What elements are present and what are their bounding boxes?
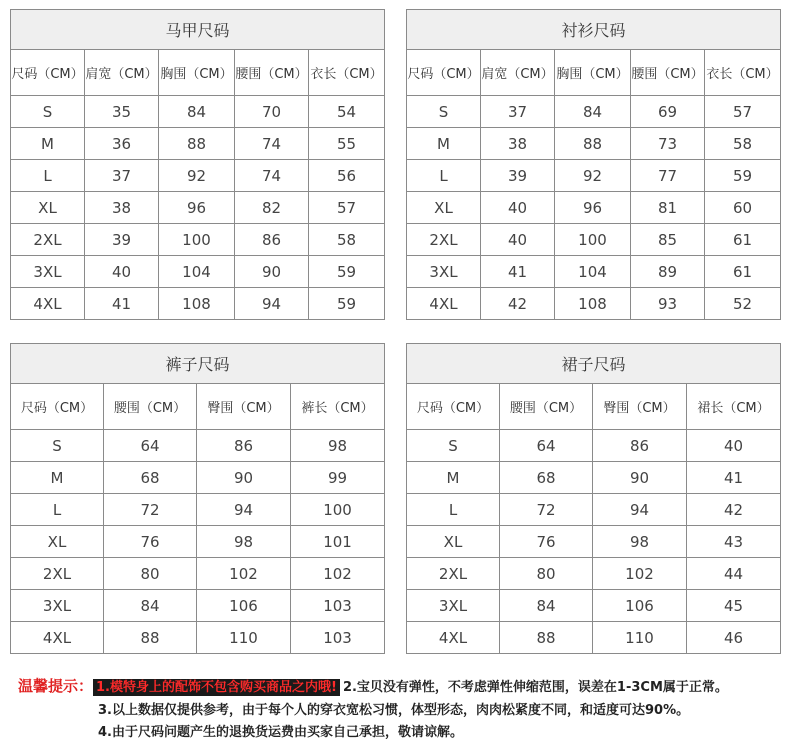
size-cell: 2XL bbox=[11, 224, 85, 256]
value-cell: 64 bbox=[500, 430, 593, 462]
value-cell: 39 bbox=[85, 224, 159, 256]
value-cell: 98 bbox=[291, 430, 385, 462]
value-cell: 110 bbox=[593, 622, 687, 654]
value-cell: 43 bbox=[687, 526, 781, 558]
size-cell: M bbox=[11, 462, 104, 494]
value-cell: 92 bbox=[555, 160, 631, 192]
value-cell: 86 bbox=[197, 430, 291, 462]
column-header: 尺码（CM） bbox=[407, 384, 500, 430]
table-title: 衬衫尺码 bbox=[407, 10, 781, 50]
value-cell: 93 bbox=[631, 288, 705, 320]
size-cell: XL bbox=[407, 192, 481, 224]
value-cell: 80 bbox=[104, 558, 197, 590]
accessory-warning: 1.模特身上的配饰不包含购买商品之内哦! bbox=[93, 679, 340, 696]
size-cell: 3XL bbox=[407, 256, 481, 288]
value-cell: 74 bbox=[235, 128, 309, 160]
value-cell: 94 bbox=[197, 494, 291, 526]
value-cell: 60 bbox=[705, 192, 781, 224]
value-cell: 89 bbox=[631, 256, 705, 288]
column-header: 腰围（CM） bbox=[500, 384, 593, 430]
size-cell: L bbox=[407, 160, 481, 192]
size-cell: S bbox=[407, 430, 500, 462]
table-row bbox=[407, 288, 781, 320]
value-cell: 44 bbox=[687, 558, 781, 590]
table-row bbox=[11, 128, 385, 160]
value-cell: 37 bbox=[85, 160, 159, 192]
value-cell: 57 bbox=[309, 192, 385, 224]
table-row bbox=[11, 526, 385, 558]
size-cell: M bbox=[407, 462, 500, 494]
value-cell: 61 bbox=[705, 224, 781, 256]
value-cell: 56 bbox=[309, 160, 385, 192]
table-row bbox=[11, 160, 385, 192]
size-cell: 4XL bbox=[407, 622, 500, 654]
value-cell: 76 bbox=[500, 526, 593, 558]
table-row bbox=[11, 558, 385, 590]
value-cell: 88 bbox=[500, 622, 593, 654]
value-cell: 84 bbox=[555, 96, 631, 128]
size-cell: 2XL bbox=[407, 558, 500, 590]
column-header: 尺码（CM） bbox=[11, 50, 85, 96]
value-cell: 81 bbox=[631, 192, 705, 224]
table-row bbox=[11, 430, 385, 462]
size-cell: L bbox=[11, 160, 85, 192]
value-cell: 38 bbox=[481, 128, 555, 160]
value-cell: 85 bbox=[631, 224, 705, 256]
value-cell: 35 bbox=[85, 96, 159, 128]
vest-size-table bbox=[10, 9, 385, 320]
skirt-size-table bbox=[406, 343, 781, 654]
value-cell: 88 bbox=[104, 622, 197, 654]
value-cell: 39 bbox=[481, 160, 555, 192]
size-cell: XL bbox=[11, 526, 104, 558]
value-cell: 90 bbox=[593, 462, 687, 494]
table-header-row bbox=[11, 50, 385, 96]
value-cell: 84 bbox=[104, 590, 197, 622]
value-cell: 59 bbox=[309, 256, 385, 288]
table-row bbox=[407, 494, 781, 526]
value-cell: 42 bbox=[687, 494, 781, 526]
value-cell: 98 bbox=[197, 526, 291, 558]
size-cell: 2XL bbox=[11, 558, 104, 590]
size-cell: XL bbox=[407, 526, 500, 558]
table-title: 裙子尺码 bbox=[407, 344, 781, 384]
prompt-label: 温馨提示： bbox=[18, 677, 94, 695]
column-header: 腰围（CM） bbox=[235, 50, 309, 96]
value-cell: 96 bbox=[159, 192, 235, 224]
note-elasticity: 2.宝贝没有弹性，不考虑弹性伸缩范围，误差在1-3CM属于正常。 bbox=[342, 680, 728, 695]
value-cell: 58 bbox=[309, 224, 385, 256]
size-cell: 3XL bbox=[11, 256, 85, 288]
table-row bbox=[407, 430, 781, 462]
table-title: 马甲尺码 bbox=[11, 10, 385, 50]
value-cell: 106 bbox=[593, 590, 687, 622]
value-cell: 94 bbox=[235, 288, 309, 320]
column-header: 衣长（CM） bbox=[309, 50, 385, 96]
size-cell: M bbox=[11, 128, 85, 160]
table-row bbox=[407, 526, 781, 558]
value-cell: 90 bbox=[197, 462, 291, 494]
table-header-row bbox=[11, 384, 385, 430]
table-row bbox=[407, 256, 781, 288]
value-cell: 52 bbox=[705, 288, 781, 320]
value-cell: 41 bbox=[85, 288, 159, 320]
value-cell: 41 bbox=[687, 462, 781, 494]
note-line-1 bbox=[18, 675, 728, 696]
size-cell: 4XL bbox=[407, 288, 481, 320]
note-line-2 bbox=[98, 699, 689, 718]
size-cell: S bbox=[11, 96, 85, 128]
table-row bbox=[407, 590, 781, 622]
value-cell: 92 bbox=[159, 160, 235, 192]
table-row bbox=[11, 256, 385, 288]
value-cell: 68 bbox=[500, 462, 593, 494]
table-header-row bbox=[407, 384, 781, 430]
value-cell: 45 bbox=[687, 590, 781, 622]
size-cell: L bbox=[11, 494, 104, 526]
value-cell: 54 bbox=[309, 96, 385, 128]
value-cell: 40 bbox=[481, 224, 555, 256]
value-cell: 41 bbox=[481, 256, 555, 288]
column-header: 腰围（CM） bbox=[631, 50, 705, 96]
value-cell: 59 bbox=[705, 160, 781, 192]
table-row bbox=[11, 224, 385, 256]
table-row bbox=[407, 558, 781, 590]
value-cell: 55 bbox=[309, 128, 385, 160]
value-cell: 98 bbox=[593, 526, 687, 558]
value-cell: 40 bbox=[687, 430, 781, 462]
value-cell: 76 bbox=[104, 526, 197, 558]
size-cell: 3XL bbox=[407, 590, 500, 622]
note-line-3 bbox=[98, 721, 463, 740]
value-cell: 68 bbox=[104, 462, 197, 494]
table-row bbox=[11, 192, 385, 224]
value-cell: 100 bbox=[555, 224, 631, 256]
size-cell: S bbox=[11, 430, 104, 462]
value-cell: 80 bbox=[500, 558, 593, 590]
value-cell: 88 bbox=[555, 128, 631, 160]
column-header: 裤长（CM） bbox=[291, 384, 385, 430]
value-cell: 46 bbox=[687, 622, 781, 654]
value-cell: 82 bbox=[235, 192, 309, 224]
size-cell: 4XL bbox=[11, 288, 85, 320]
pants-size-table bbox=[10, 343, 385, 654]
table-row bbox=[407, 192, 781, 224]
value-cell: 72 bbox=[104, 494, 197, 526]
size-cell: L bbox=[407, 494, 500, 526]
note-shipping: 4.由于尺码问题产生的退换货运费由买家自己承担，敬请谅解。 bbox=[98, 725, 463, 740]
value-cell: 72 bbox=[500, 494, 593, 526]
value-cell: 104 bbox=[555, 256, 631, 288]
column-header: 腰围（CM） bbox=[104, 384, 197, 430]
column-header: 裙长（CM） bbox=[687, 384, 781, 430]
value-cell: 73 bbox=[631, 128, 705, 160]
table-row bbox=[407, 224, 781, 256]
value-cell: 74 bbox=[235, 160, 309, 192]
value-cell: 108 bbox=[159, 288, 235, 320]
value-cell: 108 bbox=[555, 288, 631, 320]
value-cell: 70 bbox=[235, 96, 309, 128]
value-cell: 84 bbox=[159, 96, 235, 128]
table-title: 裤子尺码 bbox=[11, 344, 385, 384]
column-header: 臀围（CM） bbox=[593, 384, 687, 430]
value-cell: 102 bbox=[593, 558, 687, 590]
size-cell: M bbox=[407, 128, 481, 160]
size-cell: 4XL bbox=[11, 622, 104, 654]
value-cell: 84 bbox=[500, 590, 593, 622]
table-row bbox=[11, 622, 385, 654]
shirt-size-table bbox=[406, 9, 781, 320]
value-cell: 64 bbox=[104, 430, 197, 462]
table-row bbox=[407, 128, 781, 160]
value-cell: 77 bbox=[631, 160, 705, 192]
column-header: 肩宽（CM） bbox=[481, 50, 555, 96]
value-cell: 86 bbox=[593, 430, 687, 462]
value-cell: 61 bbox=[705, 256, 781, 288]
value-cell: 58 bbox=[705, 128, 781, 160]
value-cell: 37 bbox=[481, 96, 555, 128]
value-cell: 40 bbox=[481, 192, 555, 224]
value-cell: 102 bbox=[197, 558, 291, 590]
value-cell: 36 bbox=[85, 128, 159, 160]
value-cell: 100 bbox=[159, 224, 235, 256]
size-cell: S bbox=[407, 96, 481, 128]
table-header-row bbox=[407, 50, 781, 96]
column-header: 胸围（CM） bbox=[555, 50, 631, 96]
column-header: 胸围（CM） bbox=[159, 50, 235, 96]
value-cell: 59 bbox=[309, 288, 385, 320]
column-header: 衣长（CM） bbox=[705, 50, 781, 96]
value-cell: 40 bbox=[85, 256, 159, 288]
value-cell: 96 bbox=[555, 192, 631, 224]
note-reference: 3.以上数据仅提供参考，由于每个人的穿衣宽松习惯，体型形态，肉肉松紧度不同，和适度可达90%。 bbox=[98, 703, 690, 718]
value-cell: 57 bbox=[705, 96, 781, 128]
table-row bbox=[407, 462, 781, 494]
value-cell: 69 bbox=[631, 96, 705, 128]
size-cell: XL bbox=[11, 192, 85, 224]
value-cell: 90 bbox=[235, 256, 309, 288]
column-header: 尺码（CM） bbox=[407, 50, 481, 96]
column-header: 肩宽（CM） bbox=[85, 50, 159, 96]
value-cell: 38 bbox=[85, 192, 159, 224]
value-cell: 86 bbox=[235, 224, 309, 256]
value-cell: 99 bbox=[291, 462, 385, 494]
column-header: 尺码（CM） bbox=[11, 384, 104, 430]
value-cell: 94 bbox=[593, 494, 687, 526]
value-cell: 100 bbox=[291, 494, 385, 526]
value-cell: 103 bbox=[291, 590, 385, 622]
table-row bbox=[11, 494, 385, 526]
table-row bbox=[407, 622, 781, 654]
table-row bbox=[407, 96, 781, 128]
value-cell: 103 bbox=[291, 622, 385, 654]
size-cell: 2XL bbox=[407, 224, 481, 256]
table-row bbox=[11, 590, 385, 622]
value-cell: 106 bbox=[197, 590, 291, 622]
value-cell: 101 bbox=[291, 526, 385, 558]
value-cell: 42 bbox=[481, 288, 555, 320]
value-cell: 102 bbox=[291, 558, 385, 590]
table-row bbox=[11, 96, 385, 128]
table-row bbox=[11, 462, 385, 494]
table-row bbox=[11, 288, 385, 320]
value-cell: 104 bbox=[159, 256, 235, 288]
value-cell: 88 bbox=[159, 128, 235, 160]
table-row bbox=[407, 160, 781, 192]
column-header: 臀围（CM） bbox=[197, 384, 291, 430]
size-cell: 3XL bbox=[11, 590, 104, 622]
value-cell: 110 bbox=[197, 622, 291, 654]
